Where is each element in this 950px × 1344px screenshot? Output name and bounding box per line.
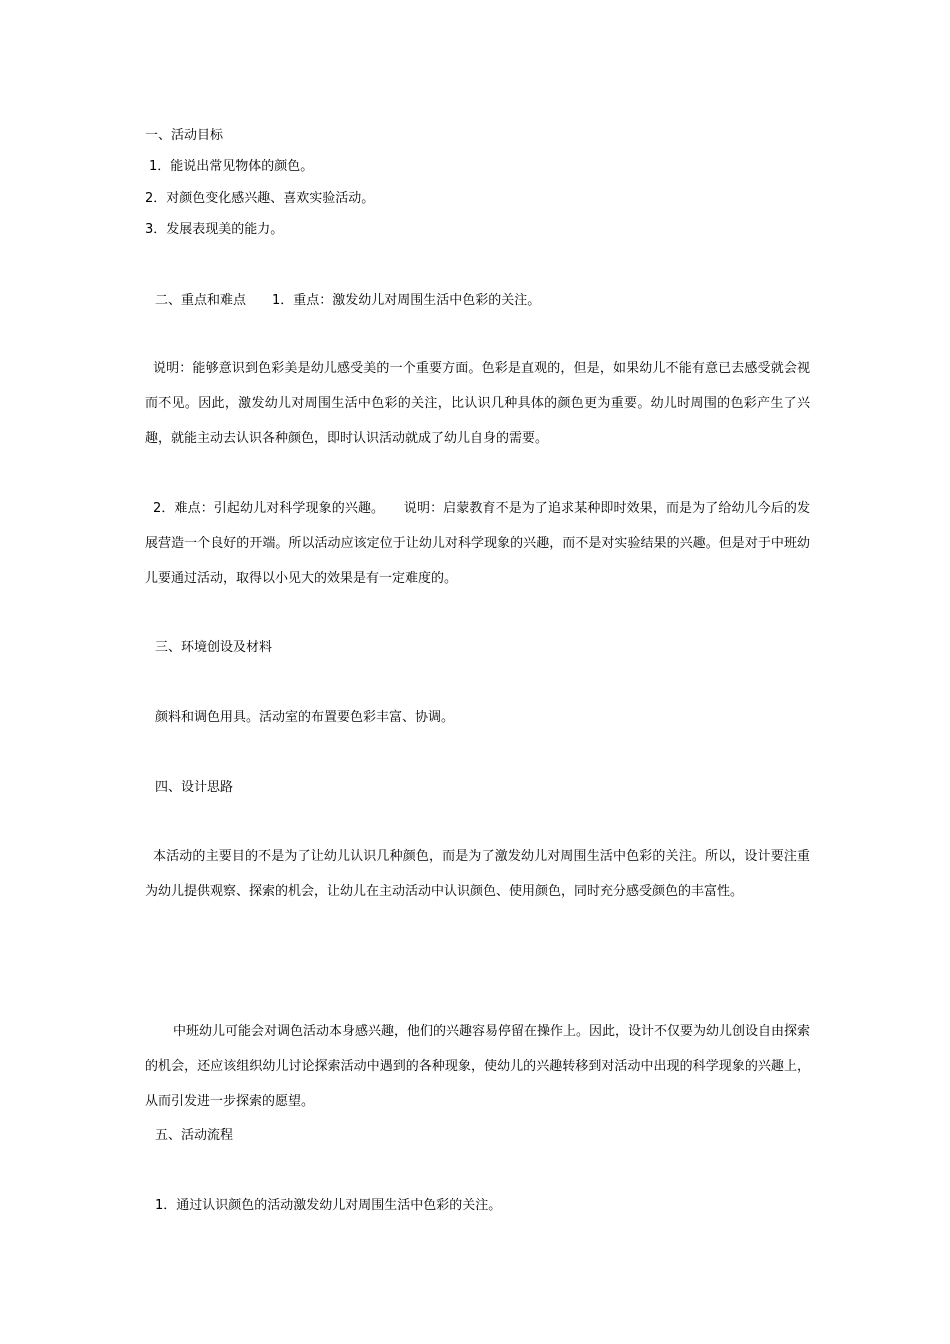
section1-heading: 一、活动目标 xyxy=(145,128,224,143)
section3-heading: 三、环境创设及材料 xyxy=(155,640,273,655)
goal-item-3: 3．发展表现美的能力。 xyxy=(145,222,284,237)
difficulty-paragraph: 2．难点：引起幼儿对科学现象的兴趣。 说明：启蒙教育不是为了追求某种即时效果，而是为了给幼儿今后的发展营造一个良好的开端。所以活动应该定位于让幼儿对科学现象的兴趣，而不是对实验结果的兴趣。但是对于中班幼儿要通过活动，取得以小见大的效果是有一定难度的。 xyxy=(145,501,810,586)
section4-heading: 四、设计思路 xyxy=(155,780,234,795)
key-point-explanation: 说明：能够意识到色彩美是幼儿感受美的一个重要方面。色彩是直观的，但是，如果幼儿不能有意已去感受就会视而不见。因此，激发幼儿对周围生活中色彩的关注，比认识几种具体的颜色更为重要。幼儿时周围的色彩产生了兴趣，就能主动去认识各种颜色，即时认识活动就成了幼儿自身的需要。 xyxy=(145,361,810,446)
design-paragraph-1: 本活动的主要目的不是为了让幼儿认识几种颜色，而是为了激发幼儿对周围生活中色彩的关注。所以，设计要注重为幼儿提供观察、探索的机会，让幼儿在主动活动中认识颜色、使用颜色，同时充分感受颜色的丰富性。 xyxy=(145,849,810,899)
design-paragraph-2: 中班幼儿可能会对调色活动本身感兴趣，他们的兴趣容易停留在操作上。因此，设计不仅要为幼儿创设自由探索的机会，还应该组织幼儿讨论探索活动中遇到的各种现象，使幼儿的兴趣转移到对活动中出现的科学现象的兴趣上，从而引发进一步探索的愿望。 xyxy=(145,1024,811,1109)
section2-heading: 二、重点和难点 1．重点：激发幼儿对周围生活中色彩的关注。 xyxy=(155,293,541,308)
flow-item-1: 1．通过认识颜色的活动激发幼儿对周围生活中色彩的关注。 xyxy=(155,1198,502,1213)
goal-item-2: 2．对颜色变化感兴趣、喜欢实验活动。 xyxy=(145,191,375,206)
materials-text: 颜料和调色用具。活动室的布置要色彩丰富、协调。 xyxy=(155,710,455,725)
section5-heading: 五、活动流程 xyxy=(155,1128,234,1143)
goal-item-1: 1．能说出常见物体的颜色。 xyxy=(149,159,314,174)
